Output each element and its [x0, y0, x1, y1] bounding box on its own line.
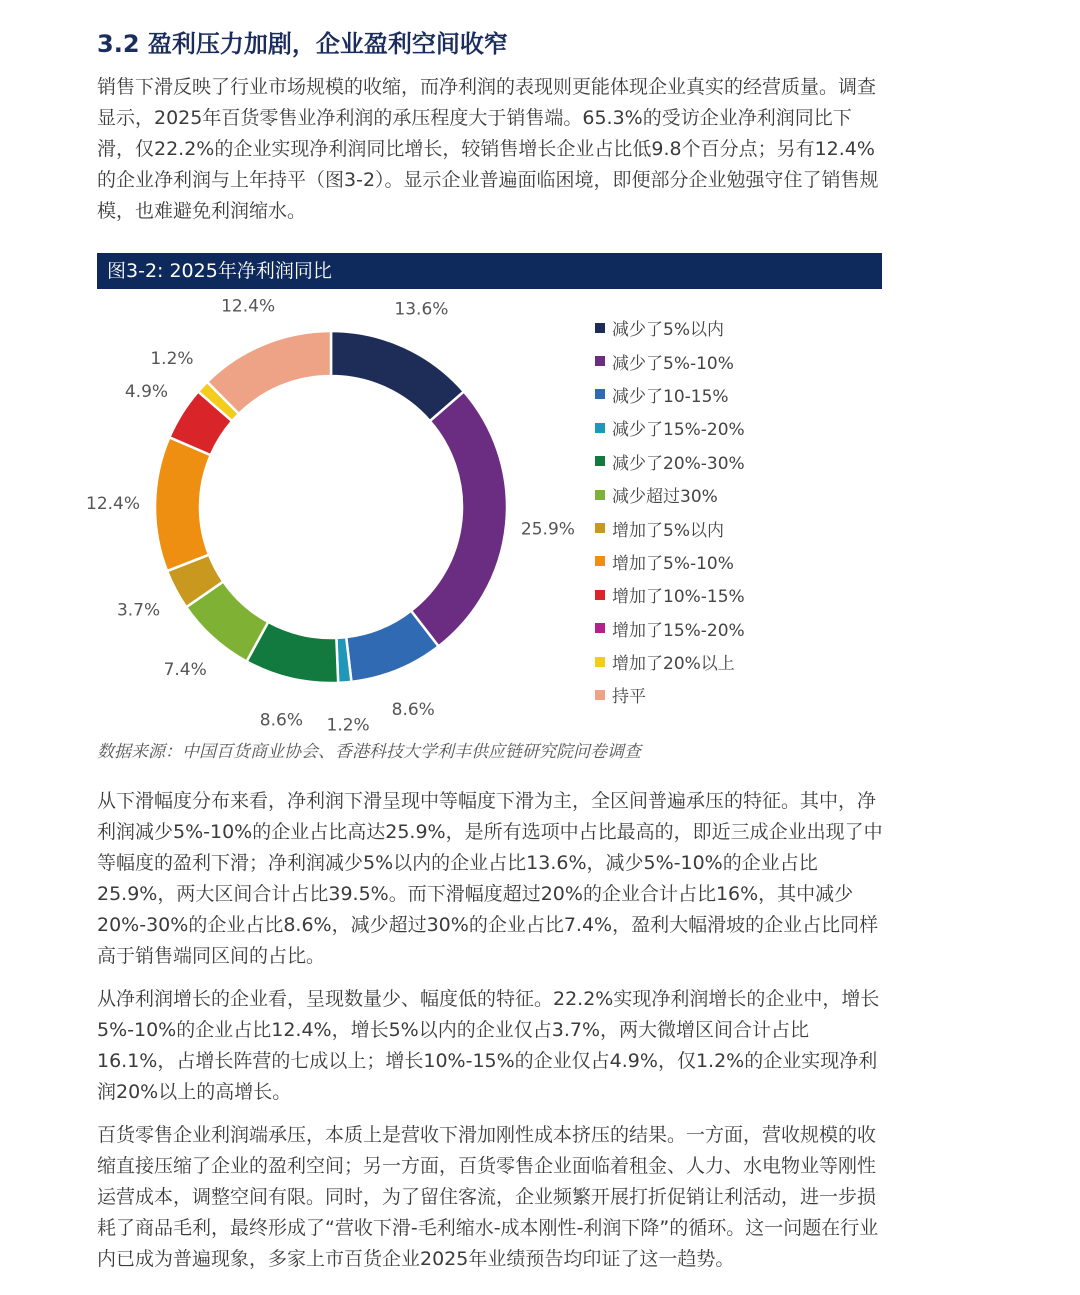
legend-swatch: [595, 456, 605, 466]
legend-label: 减少了20%-30%: [612, 453, 745, 474]
legend-label: 增加了10%-15%: [612, 587, 745, 608]
data-label-增加了5pct以内: 3.7%: [116, 600, 161, 621]
legend-item: [595, 478, 745, 511]
legend-label: 减少超过30%: [612, 487, 718, 508]
legend-item: [595, 578, 745, 611]
legend-label: 增加了20%以上: [612, 654, 735, 675]
data-label-增加了10pct-15pct: 4.9%: [124, 381, 169, 402]
legend-item: [595, 344, 745, 377]
legend-item: [595, 645, 745, 678]
figure-source: 数据来源：中国百货商业协会、香港科技大学利丰供应链研究院问卷调查: [97, 742, 641, 762]
legend-swatch: [595, 490, 605, 500]
legend-label: 增加了5%-10%: [612, 553, 734, 574]
legend-swatch: [595, 423, 605, 433]
legend-label: 增加了5%以内: [612, 520, 724, 541]
section-title: 3.2 盈利压力加剧，企业盈利空间收窄: [97, 30, 508, 58]
legend-swatch: [595, 389, 605, 399]
legend-item: [595, 378, 745, 411]
legend-item: [595, 678, 745, 711]
data-label-减少了20pct-30pct: 8.6%: [259, 710, 303, 731]
legend-label: 增加了15%-20%: [612, 620, 745, 641]
legend-item: [595, 545, 745, 578]
data-label-减少了10-15pct: 8.6%: [391, 699, 435, 720]
legend-swatch: [595, 356, 605, 366]
intro-paragraph: 销售下滑反映了行业市场规模的收缩，而净利润的表现则更能体现企业真实的经营质量。调查显示，2025年百货零售业净利润的承压程度大于销售端。65.3%的受访企业净利润同比下滑，仅22.2%的企业实现净利润同比增长，较销售增长企业占比低9.8个百分点；另有12.4%的企业净利润与上年持平（图3-2）。显示企业普遍面临困境，即便部分企业勉强守住了销售规模，也难避免利润缩水。: [97, 76, 879, 222]
legend-label: 持平: [612, 687, 646, 708]
legend-swatch: [595, 623, 605, 633]
figure-header: 图3-2: 2025年净利润同比: [97, 253, 882, 289]
legend-item: [595, 511, 745, 544]
data-label-减少了5pct以内: 13.6%: [394, 299, 449, 320]
legend-swatch: [595, 323, 605, 333]
legend-item: [595, 445, 745, 478]
legend-swatch: [595, 523, 605, 533]
body-paragraph-3: 百货零售企业利润端承压，本质上是营收下滑加刚性成本挤压的结果。一方面，营收规模的收缩直接压缩了企业的盈利空间；另一方面，百货零售企业面临着租金、人力、水电物业等刚性运营成本，调整空间有限。同时，为了留住客流，企业频繁开展打折促销让利活动，进一步损耗了商品毛利，最终形成了“营收下滑-毛利缩水-成本刚性-利润下降”的循环。这一问题在行业内已成为普遍现象，多家上市百货企业2025年业绩预告均印证了这一趋势。: [97, 1124, 879, 1270]
body-paragraph-2: 从净利润增长的企业看，呈现数量少、幅度低的特征。22.2%实现净利润增长的企业中，增长5%-10%的企业占比12.4%，增长5%以内的企业仅占3.7%，两大微增区间合计占比16.1%，占增长阵营的七成以上；增长10%-15%的企业仅占4.9%，仅1.2%的企业实现净利润20%以上的高增长。: [97, 988, 880, 1103]
data-label-减少超过30pct: 7.4%: [163, 660, 207, 681]
legend-swatch: [595, 556, 605, 566]
data-label-减少了15pct-20pct: 1.2%: [326, 715, 370, 736]
donut-slice-减少了5pct-10pct: [411, 392, 507, 647]
body-paragraph-1: 从下滑幅度分布来看，净利润下滑呈现中等幅度下滑为主，全区间普遍承压的特征。其中，净利润减少5%-10%的企业占比高达25.9%，是所有选项中占比最高的，即近三成企业出现了中等幅度的盈利下滑；净利润减少5%以内的企业占比13.6%，减少5%-10%的企业占比25.9%，两大区间合计占比39.5%。而下滑幅度超过20%的企业合计占比16%，其中减少20%-30%的企业占比8.6%，减少超过30%的企业占比7.4%，盈利大幅滑坡的企业占比同样高于销售端同区间的占比。: [97, 790, 883, 967]
data-label-减少了5pct-10pct: 25.9%: [520, 519, 575, 540]
data-label-增加了5pct-10pct: 12.4%: [86, 494, 141, 515]
data-label-持平: 12.4%: [221, 296, 276, 317]
legend-item: [595, 311, 745, 344]
chart-legend: [595, 311, 745, 712]
data-label-增加了20pct以上: 1.2%: [150, 348, 194, 369]
legend-item: [595, 612, 745, 645]
legend-swatch: [595, 657, 605, 667]
donut-slice-持平: [207, 331, 331, 414]
legend-swatch: [595, 690, 605, 700]
donut-slice-增加了5pct-10pct: [155, 437, 211, 571]
legend-label: 减少了10-15%: [612, 386, 729, 407]
legend-label: 减少了5%以内: [612, 320, 724, 341]
legend-swatch: [595, 590, 605, 600]
legend-item: [595, 411, 745, 444]
legend-label: 减少了5%-10%: [612, 353, 734, 374]
legend-label: 减少了15%-20%: [612, 420, 745, 441]
